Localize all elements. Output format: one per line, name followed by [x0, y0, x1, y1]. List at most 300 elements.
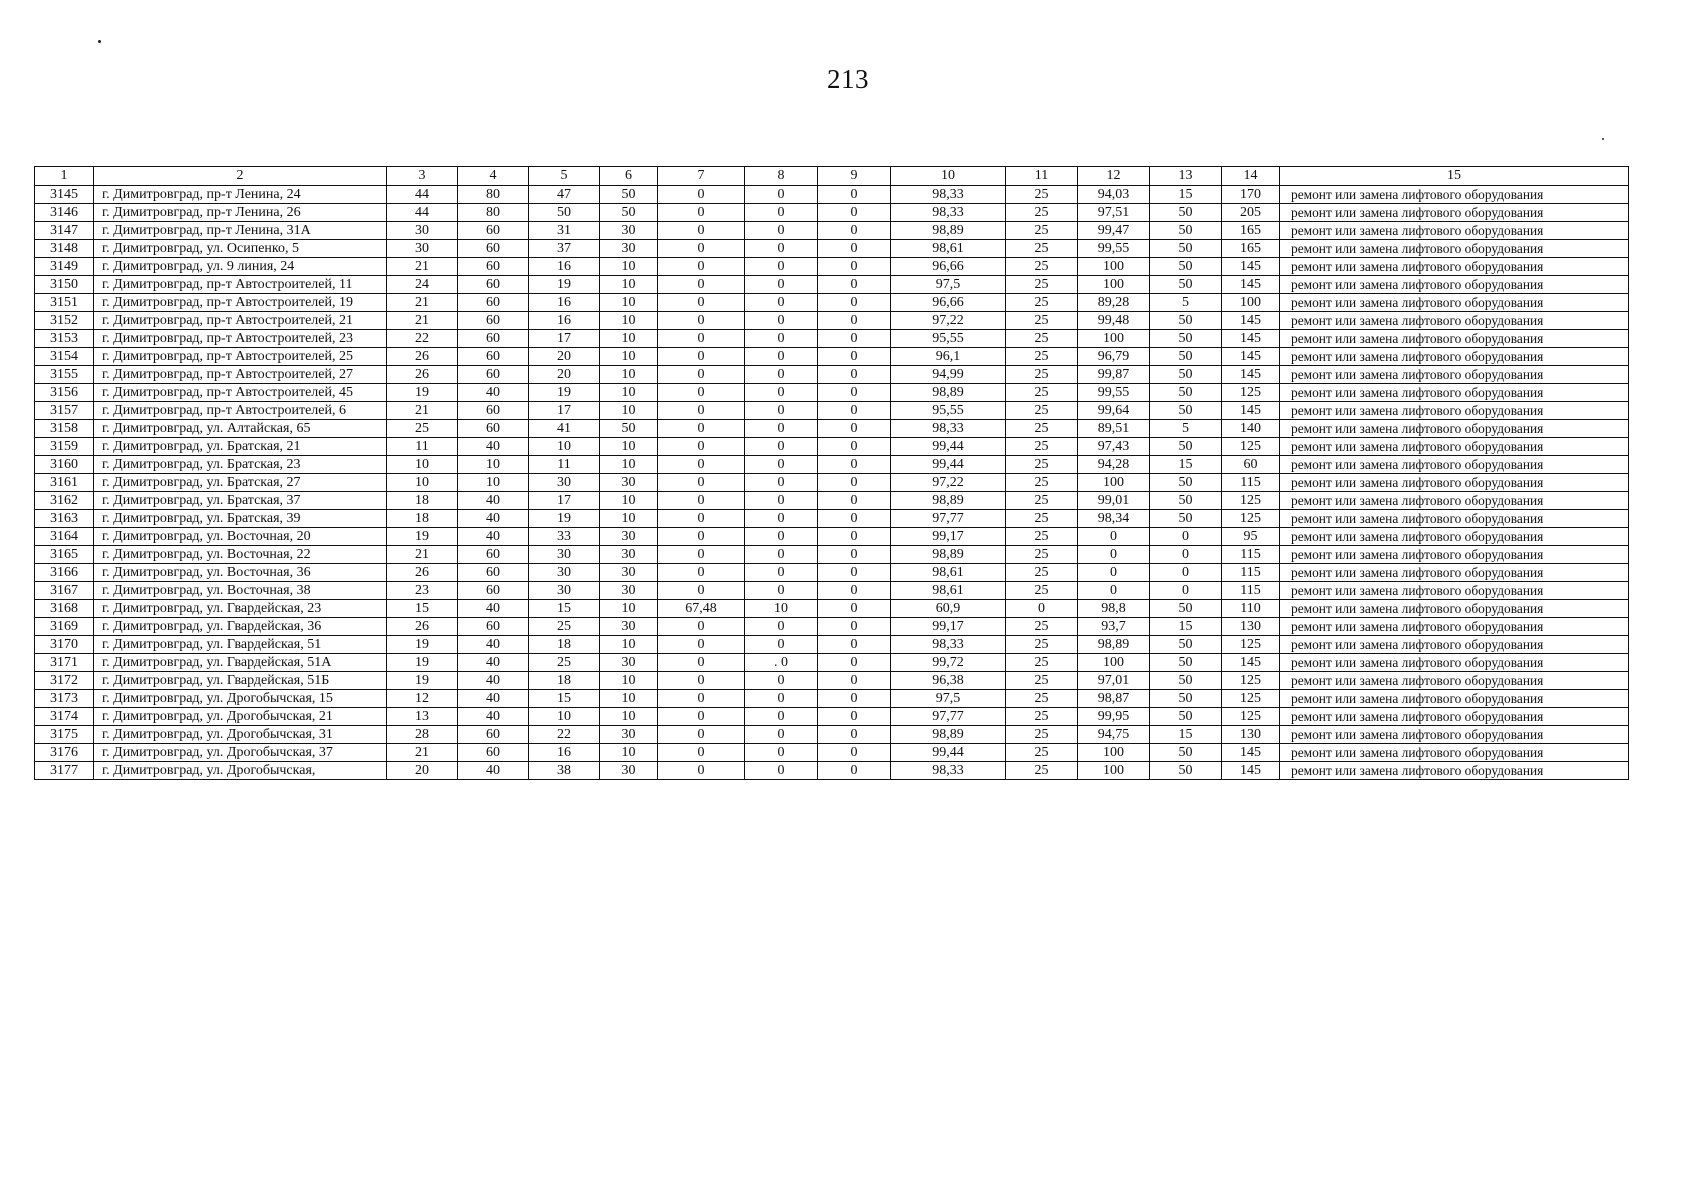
value-cell: 37 — [529, 240, 600, 258]
value-cell: 0 — [818, 528, 891, 546]
table-row — [35, 762, 1629, 780]
value-cell: 0 — [818, 420, 891, 438]
value-cell: 25 — [1006, 510, 1078, 528]
value-cell: 0 — [745, 240, 818, 258]
value-cell: 98,33 — [891, 636, 1006, 654]
value-cell: 0 — [818, 456, 891, 474]
value-cell: 60 — [458, 240, 529, 258]
value-cell: 13 — [387, 708, 458, 726]
value-cell: 0 — [818, 744, 891, 762]
value-cell: 60 — [458, 618, 529, 636]
value-cell: 50 — [1150, 510, 1222, 528]
value-cell: 145 — [1222, 348, 1280, 366]
value-cell: 0 — [658, 528, 745, 546]
value-cell: 20 — [529, 348, 600, 366]
value-cell: 100 — [1078, 762, 1150, 780]
table-row — [35, 600, 1629, 618]
value-cell: 0 — [818, 258, 891, 276]
value-cell: 0 — [658, 312, 745, 330]
address-cell: г. Димитровград, пр-т Автостроителей, 11 — [94, 276, 387, 294]
value-cell: 97,5 — [891, 276, 1006, 294]
table-row — [35, 618, 1629, 636]
work-type-cell: ремонт или замена лифтового оборудования — [1280, 186, 1629, 204]
value-cell: 0 — [818, 726, 891, 744]
row-number-cell: 3152 — [35, 312, 94, 330]
value-cell: 19 — [529, 384, 600, 402]
address-cell: г. Димитровград, пр-т Ленина, 26 — [94, 204, 387, 222]
value-cell: 50 — [1150, 690, 1222, 708]
value-cell: 30 — [600, 222, 658, 240]
value-cell: 15 — [529, 690, 600, 708]
address-cell: г. Димитровград, ул. 9 линия, 24 — [94, 258, 387, 276]
work-type-cell: ремонт или замена лифтового оборудования — [1280, 636, 1629, 654]
table-body — [35, 186, 1629, 780]
value-cell: 60 — [458, 258, 529, 276]
value-cell: 25 — [1006, 636, 1078, 654]
table-row — [35, 186, 1629, 204]
value-cell: 50 — [1150, 348, 1222, 366]
value-cell: 50 — [1150, 474, 1222, 492]
value-cell: 145 — [1222, 312, 1280, 330]
value-cell: 94,28 — [1078, 456, 1150, 474]
value-cell: 10 — [458, 474, 529, 492]
value-cell: 0 — [1078, 582, 1150, 600]
value-cell: 25 — [1006, 762, 1078, 780]
value-cell: 30 — [529, 474, 600, 492]
work-type-cell: ремонт или замена лифтового оборудования — [1280, 222, 1629, 240]
value-cell: 16 — [529, 258, 600, 276]
value-cell: 50 — [1150, 636, 1222, 654]
column-header-8: 8 — [745, 167, 818, 186]
value-cell: 50 — [1150, 330, 1222, 348]
value-cell: 98,33 — [891, 204, 1006, 222]
value-cell: 15 — [1150, 618, 1222, 636]
value-cell: 21 — [387, 258, 458, 276]
value-cell: 44 — [387, 204, 458, 222]
value-cell: 5 — [1150, 294, 1222, 312]
table-row — [35, 312, 1629, 330]
table-row — [35, 402, 1629, 420]
value-cell: 60 — [458, 348, 529, 366]
value-cell: 25 — [1006, 204, 1078, 222]
work-type-cell: ремонт или замена лифтового оборудования — [1280, 672, 1629, 690]
work-type-cell: ремонт или замена лифтового оборудования — [1280, 582, 1629, 600]
value-cell: 0 — [745, 564, 818, 582]
address-cell: г. Димитровград, пр-т Ленина, 31А — [94, 222, 387, 240]
value-cell: 115 — [1222, 546, 1280, 564]
value-cell: 30 — [600, 654, 658, 672]
value-cell: 50 — [1150, 744, 1222, 762]
value-cell: 60 — [458, 546, 529, 564]
value-cell: 170 — [1222, 186, 1280, 204]
work-type-cell: ремонт или замена лифтового оборудования — [1280, 294, 1629, 312]
table-row — [35, 456, 1629, 474]
value-cell: 96,38 — [891, 672, 1006, 690]
value-cell: 25 — [1006, 564, 1078, 582]
work-type-cell: ремонт или замена лифтового оборудования — [1280, 258, 1629, 276]
address-cell: г. Димитровград, ул. Восточная, 36 — [94, 564, 387, 582]
value-cell: 30 — [600, 528, 658, 546]
value-cell: 28 — [387, 726, 458, 744]
value-cell: 25 — [1006, 384, 1078, 402]
table-row — [35, 474, 1629, 492]
value-cell: 60 — [458, 726, 529, 744]
value-cell: 60 — [458, 330, 529, 348]
row-number-cell: 3162 — [35, 492, 94, 510]
value-cell: 26 — [387, 564, 458, 582]
value-cell: 50 — [1150, 438, 1222, 456]
value-cell: 50 — [1150, 366, 1222, 384]
column-header-15: 15 — [1280, 167, 1629, 186]
value-cell: 125 — [1222, 708, 1280, 726]
value-cell: 10 — [600, 510, 658, 528]
value-cell: 10 — [600, 492, 658, 510]
value-cell: 0 — [818, 276, 891, 294]
row-number-cell: 3147 — [35, 222, 94, 240]
value-cell: . 0 — [745, 654, 818, 672]
value-cell: 10 — [600, 312, 658, 330]
column-header-12: 12 — [1078, 167, 1150, 186]
value-cell: 12 — [387, 690, 458, 708]
work-type-cell: ремонт или замена лифтового оборудования — [1280, 600, 1629, 618]
value-cell: 17 — [529, 492, 600, 510]
value-cell: 25 — [1006, 672, 1078, 690]
value-cell: 0 — [745, 276, 818, 294]
value-cell: 0 — [658, 294, 745, 312]
table-row — [35, 384, 1629, 402]
value-cell: 125 — [1222, 384, 1280, 402]
address-cell: г. Димитровград, ул. Братская, 37 — [94, 492, 387, 510]
value-cell: 0 — [658, 186, 745, 204]
value-cell: 130 — [1222, 726, 1280, 744]
value-cell: 98,34 — [1078, 510, 1150, 528]
table-row — [35, 690, 1629, 708]
value-cell: 98,89 — [891, 726, 1006, 744]
work-type-cell: ремонт или замена лифтового оборудования — [1280, 402, 1629, 420]
value-cell: 0 — [658, 726, 745, 744]
value-cell: 21 — [387, 294, 458, 312]
work-type-cell: ремонт или замена лифтового оборудования — [1280, 312, 1629, 330]
value-cell: 100 — [1078, 276, 1150, 294]
value-cell: 98,89 — [1078, 636, 1150, 654]
value-cell: 99,48 — [1078, 312, 1150, 330]
value-cell: 0 — [658, 672, 745, 690]
work-type-cell: ремонт или замена лифтового оборудования — [1280, 420, 1629, 438]
value-cell: 0 — [658, 222, 745, 240]
value-cell: 25 — [1006, 618, 1078, 636]
value-cell: 100 — [1078, 330, 1150, 348]
value-cell: 40 — [458, 438, 529, 456]
work-type-cell: ремонт или замена лифтового оборудования — [1280, 348, 1629, 366]
value-cell: 0 — [658, 384, 745, 402]
table-row — [35, 492, 1629, 510]
value-cell: 98,89 — [891, 384, 1006, 402]
value-cell: 205 — [1222, 204, 1280, 222]
row-number-cell: 3163 — [35, 510, 94, 528]
value-cell: 25 — [1006, 744, 1078, 762]
value-cell: 10 — [529, 438, 600, 456]
table-row — [35, 510, 1629, 528]
value-cell: 50 — [1150, 240, 1222, 258]
value-cell: 0 — [818, 672, 891, 690]
value-cell: 50 — [529, 204, 600, 222]
value-cell: 99,17 — [891, 528, 1006, 546]
value-cell: 60 — [458, 222, 529, 240]
value-cell: 30 — [600, 762, 658, 780]
value-cell: 0 — [745, 708, 818, 726]
row-number-cell: 3156 — [35, 384, 94, 402]
value-cell: 10 — [600, 402, 658, 420]
value-cell: 99,44 — [891, 744, 1006, 762]
work-type-cell: ремонт или замена лифтового оборудования — [1280, 528, 1629, 546]
table-row — [35, 636, 1629, 654]
row-number-cell: 3171 — [35, 654, 94, 672]
value-cell: 50 — [1150, 762, 1222, 780]
value-cell: 99,64 — [1078, 402, 1150, 420]
value-cell: 100 — [1078, 654, 1150, 672]
value-cell: 25 — [1006, 186, 1078, 204]
value-cell: 99,55 — [1078, 240, 1150, 258]
value-cell: 40 — [458, 528, 529, 546]
value-cell: 30 — [600, 618, 658, 636]
row-number-cell: 3166 — [35, 564, 94, 582]
value-cell: 0 — [658, 618, 745, 636]
table-row — [35, 258, 1629, 276]
value-cell: 99,01 — [1078, 492, 1150, 510]
value-cell: 99,55 — [1078, 384, 1150, 402]
value-cell: 50 — [1150, 402, 1222, 420]
value-cell: 50 — [1150, 312, 1222, 330]
value-cell: 145 — [1222, 258, 1280, 276]
work-type-cell: ремонт или замена лифтового оборудования — [1280, 618, 1629, 636]
address-cell: г. Димитровград, пр-т Автостроителей, 21 — [94, 312, 387, 330]
value-cell: 0 — [818, 600, 891, 618]
value-cell: 25 — [1006, 312, 1078, 330]
table-row — [35, 726, 1629, 744]
value-cell: 33 — [529, 528, 600, 546]
value-cell: 0 — [745, 762, 818, 780]
column-header-14: 14 — [1222, 167, 1280, 186]
value-cell: 0 — [745, 330, 818, 348]
value-cell: 96,79 — [1078, 348, 1150, 366]
value-cell: 40 — [458, 762, 529, 780]
value-cell: 10 — [600, 384, 658, 402]
value-cell: 0 — [745, 672, 818, 690]
value-cell: 97,22 — [891, 474, 1006, 492]
value-cell: 0 — [658, 276, 745, 294]
value-cell: 60 — [458, 582, 529, 600]
value-cell: 0 — [818, 762, 891, 780]
value-cell: 0 — [745, 312, 818, 330]
value-cell: 40 — [458, 672, 529, 690]
row-number-cell: 3148 — [35, 240, 94, 258]
value-cell: 26 — [387, 366, 458, 384]
value-cell: 97,51 — [1078, 204, 1150, 222]
value-cell: 17 — [529, 330, 600, 348]
value-cell: 19 — [387, 654, 458, 672]
value-cell: 0 — [818, 492, 891, 510]
work-type-cell: ремонт или замена лифтового оборудования — [1280, 726, 1629, 744]
value-cell: 30 — [529, 564, 600, 582]
value-cell: 25 — [1006, 456, 1078, 474]
value-cell: 80 — [458, 186, 529, 204]
table-row — [35, 744, 1629, 762]
value-cell: 21 — [387, 546, 458, 564]
value-cell: 25 — [1006, 348, 1078, 366]
value-cell: 16 — [529, 312, 600, 330]
row-number-cell: 3170 — [35, 636, 94, 654]
value-cell: 165 — [1222, 240, 1280, 258]
value-cell: 16 — [529, 744, 600, 762]
value-cell: 19 — [387, 636, 458, 654]
value-cell: 0 — [658, 492, 745, 510]
value-cell: 0 — [658, 420, 745, 438]
row-number-cell: 3176 — [35, 744, 94, 762]
address-cell: г. Димитровград, ул. Дрогобычская, 15 — [94, 690, 387, 708]
header-row — [35, 167, 1629, 186]
value-cell: 25 — [1006, 528, 1078, 546]
value-cell: 98,61 — [891, 240, 1006, 258]
value-cell: 18 — [529, 672, 600, 690]
value-cell: 60 — [458, 744, 529, 762]
work-type-cell: ремонт или замена лифтового оборудования — [1280, 654, 1629, 672]
address-cell: г. Димитровград, пр-т Ленина, 24 — [94, 186, 387, 204]
row-number-cell: 3159 — [35, 438, 94, 456]
value-cell: 0 — [658, 690, 745, 708]
value-cell: 96,66 — [891, 294, 1006, 312]
value-cell: 17 — [529, 402, 600, 420]
value-cell: 23 — [387, 582, 458, 600]
value-cell: 30 — [529, 546, 600, 564]
value-cell: 98,33 — [891, 186, 1006, 204]
value-cell: 25 — [1006, 690, 1078, 708]
column-header-1: 1 — [35, 167, 94, 186]
value-cell: 165 — [1222, 222, 1280, 240]
table-row — [35, 420, 1629, 438]
value-cell: 22 — [387, 330, 458, 348]
work-type-cell: ремонт или замена лифтового оборудования — [1280, 366, 1629, 384]
value-cell: 0 — [745, 384, 818, 402]
table-row — [35, 348, 1629, 366]
value-cell: 125 — [1222, 672, 1280, 690]
value-cell: 110 — [1222, 600, 1280, 618]
table-row — [35, 330, 1629, 348]
value-cell: 19 — [529, 276, 600, 294]
value-cell: 98,87 — [1078, 690, 1150, 708]
row-number-cell: 3154 — [35, 348, 94, 366]
value-cell: 19 — [387, 528, 458, 546]
value-cell: 0 — [745, 546, 818, 564]
value-cell: 10 — [600, 690, 658, 708]
value-cell: 60 — [458, 366, 529, 384]
value-cell: 40 — [458, 708, 529, 726]
row-number-cell: 3167 — [35, 582, 94, 600]
value-cell: 0 — [745, 420, 818, 438]
value-cell: 10 — [387, 456, 458, 474]
address-cell: г. Димитровград, пр-т Автостроителей, 19 — [94, 294, 387, 312]
value-cell: 15 — [1150, 186, 1222, 204]
value-cell: 0 — [658, 330, 745, 348]
value-cell: 94,99 — [891, 366, 1006, 384]
value-cell: 50 — [600, 186, 658, 204]
table-row — [35, 222, 1629, 240]
value-cell: 15 — [387, 600, 458, 618]
value-cell: 25 — [1006, 438, 1078, 456]
value-cell: 15 — [1150, 726, 1222, 744]
value-cell: 0 — [745, 492, 818, 510]
value-cell: 97,77 — [891, 708, 1006, 726]
value-cell: 95,55 — [891, 402, 1006, 420]
address-cell: г. Димитровград, ул. Братская, 39 — [94, 510, 387, 528]
value-cell: 25 — [1006, 474, 1078, 492]
value-cell: 0 — [658, 240, 745, 258]
address-cell: г. Димитровград, ул. Братская, 21 — [94, 438, 387, 456]
value-cell: 50 — [1150, 204, 1222, 222]
value-cell: 0 — [658, 654, 745, 672]
value-cell: 99,87 — [1078, 366, 1150, 384]
value-cell: 0 — [745, 258, 818, 276]
value-cell: 25 — [1006, 294, 1078, 312]
value-cell: 0 — [745, 456, 818, 474]
value-cell: 0 — [1078, 528, 1150, 546]
value-cell: 0 — [745, 636, 818, 654]
column-header-4: 4 — [458, 167, 529, 186]
row-number-cell: 3164 — [35, 528, 94, 546]
value-cell: 25 — [1006, 366, 1078, 384]
value-cell: 0 — [745, 402, 818, 420]
value-cell: 21 — [387, 744, 458, 762]
value-cell: 0 — [658, 564, 745, 582]
value-cell: 25 — [1006, 492, 1078, 510]
value-cell: 25 — [1006, 546, 1078, 564]
value-cell: 140 — [1222, 420, 1280, 438]
work-type-cell: ремонт или замена лифтового оборудования — [1280, 564, 1629, 582]
value-cell: 0 — [1150, 546, 1222, 564]
row-number-cell: 3160 — [35, 456, 94, 474]
table-row — [35, 438, 1629, 456]
value-cell: 98,33 — [891, 420, 1006, 438]
column-header-5: 5 — [529, 167, 600, 186]
work-type-cell: ремонт или замена лифтового оборудования — [1280, 438, 1629, 456]
value-cell: 125 — [1222, 492, 1280, 510]
value-cell: 0 — [658, 708, 745, 726]
value-cell: 0 — [818, 186, 891, 204]
value-cell: 26 — [387, 618, 458, 636]
value-cell: 21 — [387, 402, 458, 420]
address-cell: г. Димитровград, пр-т Автостроителей, 45 — [94, 384, 387, 402]
value-cell: 0 — [745, 438, 818, 456]
value-cell: 19 — [387, 384, 458, 402]
value-cell: 50 — [1150, 600, 1222, 618]
value-cell: 0 — [745, 726, 818, 744]
value-cell: 97,22 — [891, 312, 1006, 330]
work-type-cell: ремонт или замена лифтового оборудования — [1280, 456, 1629, 474]
value-cell: 60,9 — [891, 600, 1006, 618]
column-header-10: 10 — [891, 167, 1006, 186]
value-cell: 100 — [1078, 474, 1150, 492]
address-cell: г. Димитровград, пр-т Автостроителей, 6 — [94, 402, 387, 420]
value-cell: 10 — [529, 708, 600, 726]
work-type-cell: ремонт или замена лифтового оборудования — [1280, 204, 1629, 222]
value-cell: 10 — [600, 366, 658, 384]
row-number-cell: 3145 — [35, 186, 94, 204]
value-cell: 0 — [818, 312, 891, 330]
address-cell: г. Димитровград, ул. Гвардейская, 51А — [94, 654, 387, 672]
value-cell: 10 — [600, 258, 658, 276]
value-cell: 99,17 — [891, 618, 1006, 636]
scan-speck — [98, 40, 101, 43]
value-cell: 40 — [458, 492, 529, 510]
